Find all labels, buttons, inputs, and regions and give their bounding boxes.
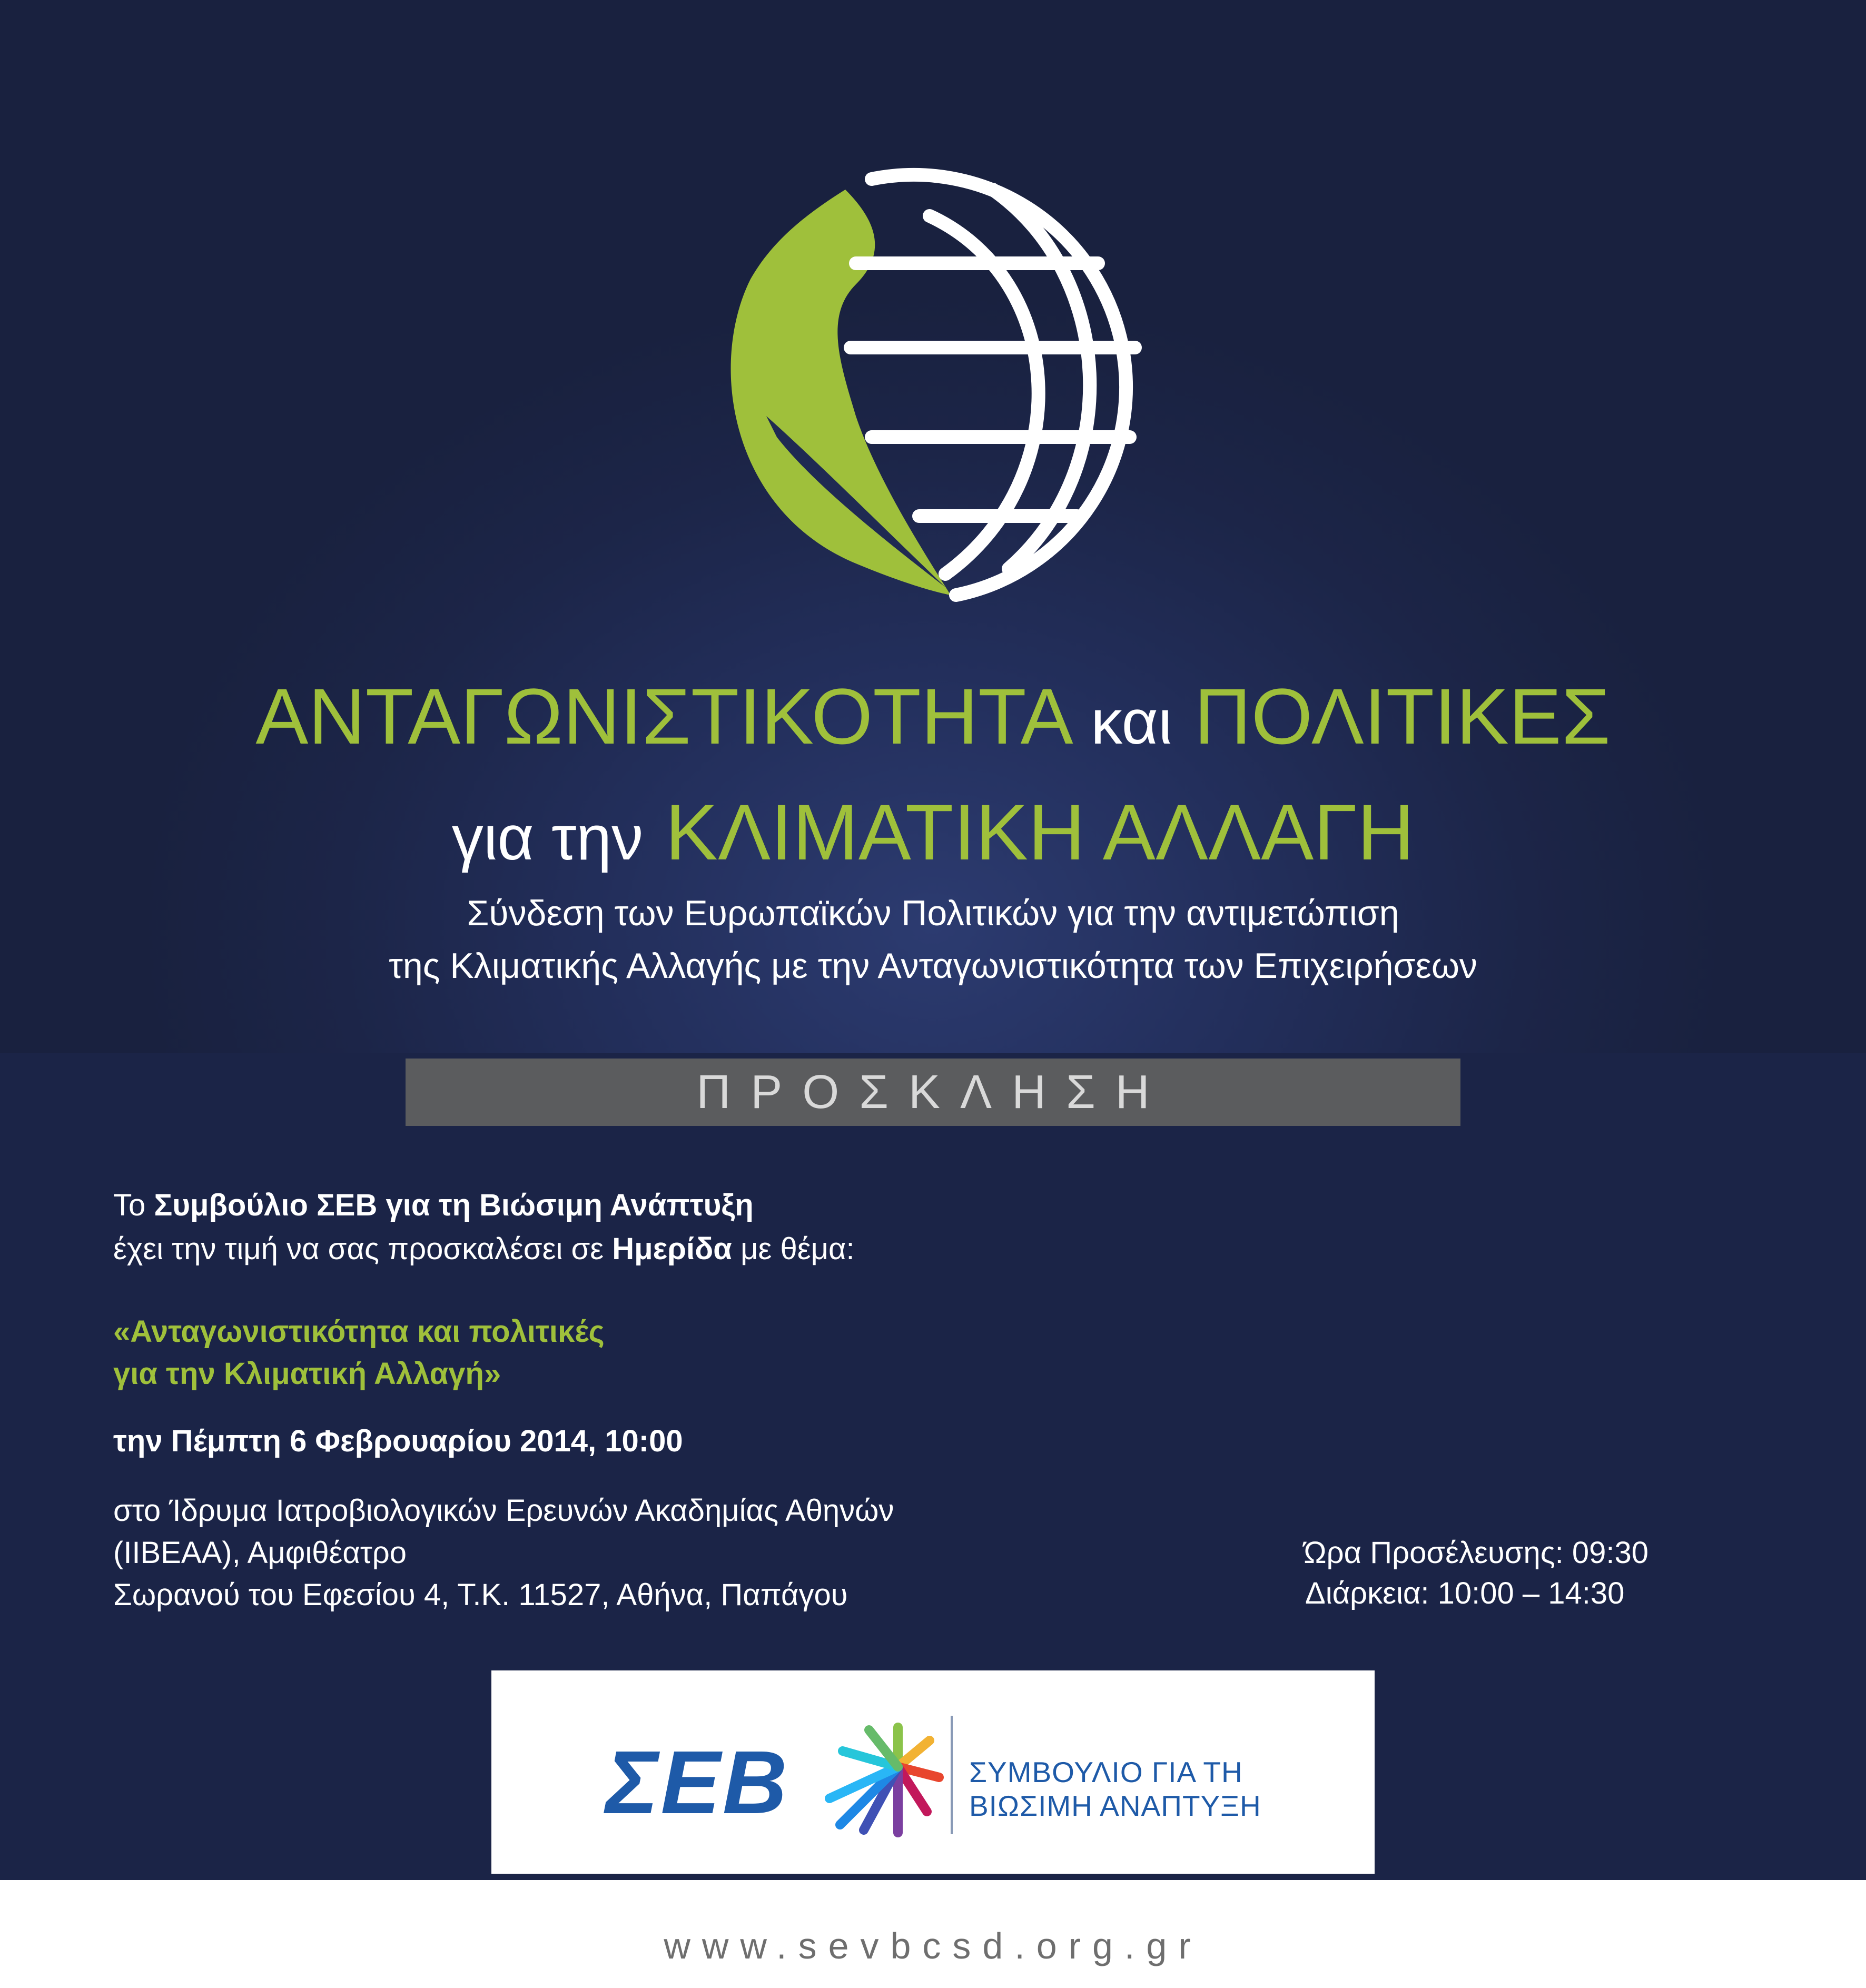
venue-line2: (ΙΙΒΕΑΑ), Αμφιθέατρο [113,1536,407,1570]
arrival-time: Ώρα Προσέλευσης: 09:30 [1304,1536,1649,1570]
website-link[interactable]: www.sevbcsd.org.gr [664,1925,1202,1966]
title-word-policies: ΠΟΛΙΤΙΚΕΣ [1194,672,1611,760]
venue-line3: Σωρανού του Εφεσίου 4, Τ.Κ. 11527, Αθήνα, Παπάγου [113,1578,848,1612]
logo-divider [951,1716,953,1834]
event-type: Ημερίδα [612,1232,732,1266]
host-line [113,1190,754,1221]
sev-wordmark: ΣΕΒ [606,1733,789,1833]
globe-leaf-icon [698,142,1161,606]
topic-line1: «Ανταγωνιστικότητα και πολιτικές [113,1314,605,1349]
invite-line [113,1234,855,1264]
topic-line2: για την Κλιματική Αλλαγή» [113,1357,501,1391]
duration-time: Διάρκεια: 10:00 – 14:30 [1305,1576,1625,1610]
event-date: την Πέμπτη 6 Φεβρουαρίου 2014, 10:00 [113,1424,683,1458]
title-word-and: και [1091,687,1172,757]
invite-suffix: με θέμα: [732,1232,855,1266]
host-prefix: Το [113,1188,154,1222]
host-name: Συμβούλιο ΣΕΒ για τη Βιώσιμη Ανάπτυξη [154,1188,754,1222]
title-word-competitiveness: ΑΝΤΑΓΩΝΙΣΤΙΚΟΤΗΤΑ [255,672,1069,760]
sev-council-name-line1: ΣΥΜΒΟΥΛΙΟ ΓΙΑ ΤΗ [969,1756,1243,1788]
title-word-climate-change: ΚΛΙΜΑΤΙΚΗ ΑΛΛΑΓΗ [665,788,1415,876]
sev-star-icon [819,1719,945,1846]
subtitle-line1: Σύνδεση των Ευρωπαϊκών Πολιτικών για την αντιμετώπιση [467,893,1399,933]
invitation-banner: ΠΡΟΣΚΛΗΣΗ [406,1059,1460,1126]
title-word-for-the: για την [451,803,644,873]
main-title-line1 [0,672,1866,760]
invite-prefix: έχει την τιμή να σας προσκαλέσει σε [113,1232,613,1266]
subtitle-line2: της Κλιματικής Αλλαγής με την Ανταγωνιστικότητα των Επιχειρήσεων [389,946,1477,986]
main-title-line2 [0,788,1866,876]
venue-line1: στο Ίδρυμα Ιατροβιολογικών Ερευνών Ακαδημίας Αθηνών [113,1494,894,1528]
sev-council-name-line2: ΒΙΩΣΙΜΗ ΑΝΑΠΤΥΞΗ [969,1789,1261,1822]
